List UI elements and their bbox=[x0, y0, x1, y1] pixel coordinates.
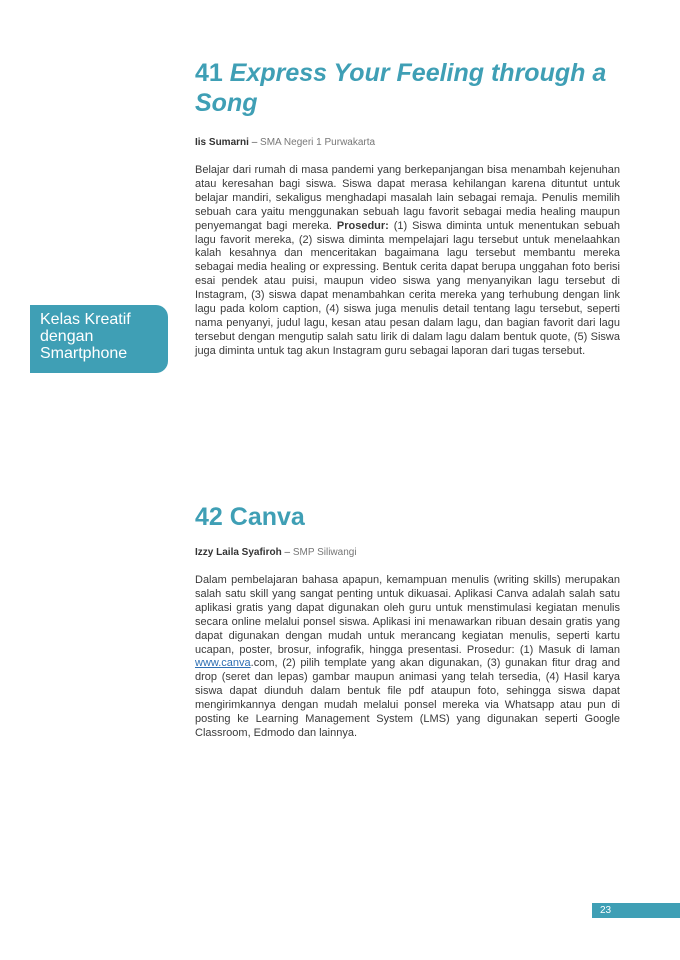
side-tab-line-3: Smartphone bbox=[40, 345, 128, 362]
section-41-author: Iis Sumarni bbox=[195, 137, 249, 148]
section-41-body-b: (1) Siswa diminta untuk menentukan sebuah lagu favorit mereka, (2) siswa diminta mempelajari lagu tersebut untuk menelaahkan kalah kesahnya dan menceritakan bagaimana lagu tersebut membantu mereka sebagai media healing or expressing. Bentuk cerita dapat berupa unggahan foto berisi esai pendek atau puisi, maupun video siswa yang menyanyikan lagu tersebut di Instagram, (3) siswa dapat menambahkan cerita mereka yang terhubung dengan link lagu pada kolom caption, (4) siswa juga menulis detail tentang lagu tersebut, seperti nama penyanyi, judul lagu, kesan atau pesan dalam lagu, dan bagian favorit dari lagu tersebut dengan mengutip salah satu lirik di dalam lagu dalam bentuk quote, (5) Siswa juga diminta untuk tag akun Instagram guru sebagai laporan dari tugas tersebut. bbox=[195, 219, 621, 357]
section-42-author: Izzy Laila Syafiroh bbox=[195, 547, 282, 558]
side-tab-line-1: Kelas Kreatif bbox=[40, 311, 131, 328]
section-42-author-line bbox=[195, 546, 620, 560]
section-41-title-text: Express Your Feeling through a Song bbox=[195, 59, 607, 117]
section-42 bbox=[195, 502, 620, 741]
section-42-separator: – bbox=[284, 547, 291, 558]
page-number: 23 bbox=[592, 903, 680, 918]
section-42-title bbox=[195, 502, 620, 532]
section-41-body-a: Belajar dari rumah di masa pandemi yang berkepanjangan bisa menambah kejenuhan atau keresahan bagi siswa. Siswa dapat merasa kehilangan karena dituntut untuk belajar mandiri, sekaligus menghadapi masalah lain sebagai remaja. Penulis memilih sebuah cara yaitu menggunakan sebuah lagu favorit sebagai media healing maupun penyemangat bagi mereka. bbox=[195, 164, 620, 232]
section-41-body bbox=[195, 164, 620, 359]
section-42-school: SMP Siliwangi bbox=[292, 547, 357, 558]
canva-link[interactable]: www.canva bbox=[195, 657, 251, 670]
section-41-author-line bbox=[195, 136, 620, 150]
section-41-procedure-label: Prosedur: bbox=[336, 219, 389, 232]
side-tab-chapter bbox=[30, 305, 168, 373]
section-42-body-a: Dalam pembelajaran bahasa apapun, kemampuan menulis (writing skills) merupakan salah satu skill yang sangat penting untuk dikuasai. Aplikasi Canva adalah salah satu aplikasi gratis yang dapat digunakan oleh guru untuk menstimulasi kegiatan menulis secara online melalui ponsel siswa. Aplikasi ini menawarkan ribuan desain gratis yang dapat digunakan dengan mudah untuk merancang kegiatan menulis, seperti kartu ucapan, poster, brosur, infografik, hingga presentasi. Prosedur: (1) Masuk di laman bbox=[195, 574, 620, 656]
section-41-school: SMA Negeri 1 Purwakarta bbox=[260, 137, 376, 148]
section-42-body-b: .com, (2) pilih template yang akan digunakan, (3) gunakan fitur drag and drop (seret dan lepas) gambar maupun animasi yang telah tersedia, (4) Hasil karya siswa dapat diunduh dalam bentuk file pdf ataupun foto, sehingga siswa dapat mengirimkannya dengan mudah melalui ponsel mereka via Whatsapp atau pun di posting ke Learning Management System (LMS) yang digunakan seperti Google Classroom, Edmodo dan lainnya. bbox=[195, 657, 620, 739]
section-41-separator: – bbox=[251, 137, 258, 148]
section-42-body bbox=[195, 574, 620, 741]
section-42-title-text: Canva bbox=[229, 503, 305, 531]
side-tab-line-2: dengan bbox=[40, 328, 94, 345]
section-41 bbox=[195, 58, 620, 359]
section-41-number: 41 bbox=[195, 59, 223, 87]
section-41-title bbox=[195, 58, 620, 118]
section-42-number: 42 bbox=[195, 503, 223, 531]
